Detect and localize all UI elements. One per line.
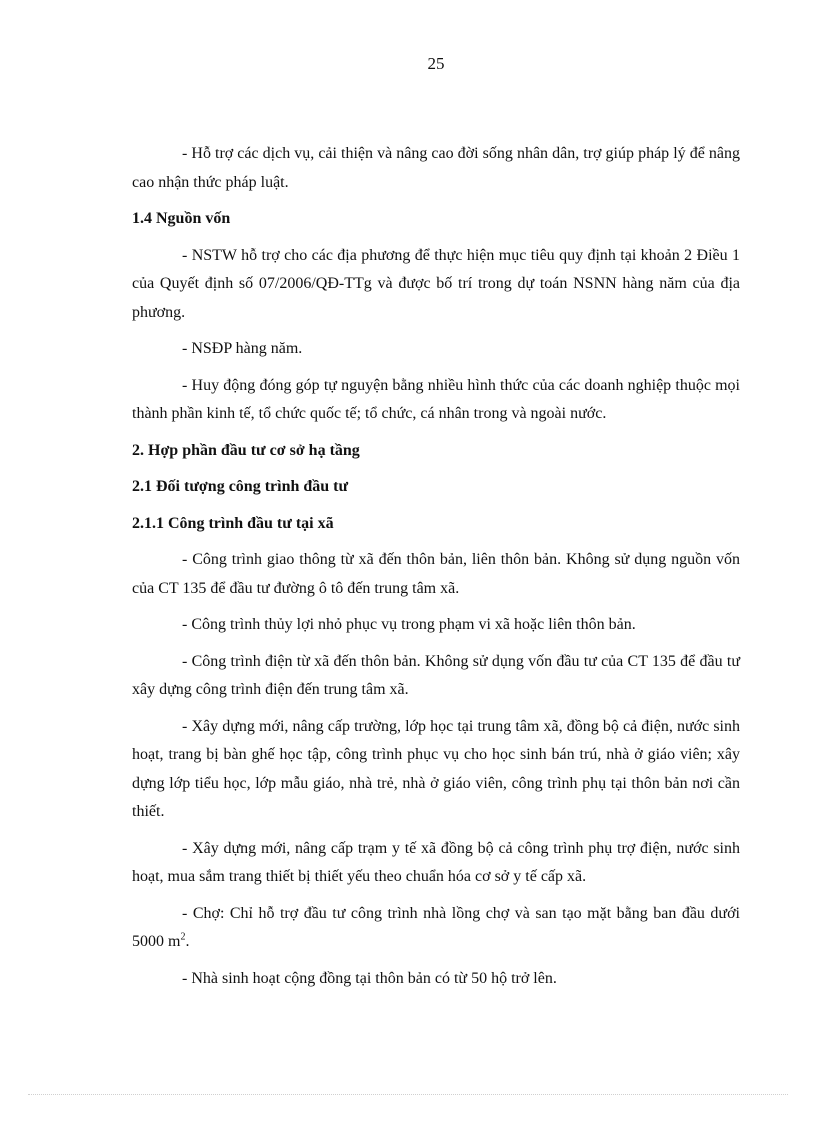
paragraph — [132, 140, 740, 197]
superscript: 2 — [180, 931, 186, 943]
paragraph-text: - NSĐP hàng năm. — [182, 340, 303, 357]
section-heading — [132, 510, 740, 539]
heading-text: 2.1 Đối tượng công trình đầu tư — [132, 478, 349, 495]
paragraph-text: - Xây dựng mới, nâng cấp trường, lớp học tại trung tâm xã, đồng bộ cả điện, nước sinh hoạt, trang bị bàn ghế học tập, công trình phục vụ cho học sinh bán trú, nhà ở giáo viên; xây dựng lớp tiểu học, lớp mẫu giáo, nhà trẻ, nhà ở giáo viên, công trình phụ tại thôn bản nơi cần thiết. — [132, 717, 740, 820]
heading-text: 2.1.1 Công trình đầu tư tại xã — [132, 514, 334, 532]
paragraph — [132, 648, 740, 705]
paragraph — [132, 835, 740, 892]
paragraph — [132, 611, 740, 640]
paragraph-text: - Huy động đóng góp tự nguyện bằng nhiều hình thức của các doanh nghiệp thuộc mọi thành phần kinh tế, tổ chức quốc tế; tổ chức, cá nhân trong và ngoài nước. — [132, 376, 740, 422]
section-heading — [132, 205, 740, 234]
heading-text: 1.4 Nguồn vốn — [132, 210, 231, 227]
paragraph — [132, 900, 740, 957]
paragraph-text: - Chợ: Chỉ hỗ trợ đầu tư công trình nhà lồng chợ và san tạo mặt bằng ban đầu dưới 5000 m — [132, 904, 740, 950]
paragraph-text: - Công trình giao thông từ xã đến thôn bản, liên thôn bản. Không sử dụng nguồn vốn của CT 135 để đầu tư đường ô tô đến trung tâm xã. — [132, 551, 740, 597]
section-heading — [132, 437, 740, 466]
paragraph — [132, 546, 740, 603]
paragraph — [132, 242, 740, 328]
paragraph — [132, 965, 740, 994]
paragraph-text: - Xây dựng mới, nâng cấp trạm y tế xã đồng bộ cả công trình phụ trợ điện, nước sinh hoạt, mua sắm trang thiết bị thiết yếu theo chuẩn hóa cơ sở y tế cấp xã. — [132, 839, 740, 885]
paragraph-text: - Công trình thủy lợi nhỏ phục vụ trong phạm vi xã hoặc liên thôn bản. — [182, 616, 636, 633]
paragraph — [132, 335, 740, 364]
paragraph-suffix: . — [185, 933, 190, 950]
heading-text: 2. Hợp phần đầu tư cơ sở hạ tầng — [132, 441, 360, 459]
paragraph-text: - Nhà sinh hoạt cộng đồng tại thôn bản có từ 50 hộ trở lên. — [182, 969, 557, 987]
page-number: 25 — [427, 54, 445, 73]
document-body — [132, 140, 740, 1001]
footer-divider — [28, 1094, 788, 1095]
paragraph-text: - Công trình điện từ xã đến thôn bản. Không sử dụng vốn đầu tư của CT 135 để đầu tư xây dựng công trình điện đến trung tâm xã. — [132, 652, 740, 698]
paragraph-text: - Hỗ trợ các dịch vụ, cải thiện và nâng cao đời sống nhân dân, trợ giúp pháp lý để nâng cao nhận thức pháp luật. — [132, 145, 740, 191]
paragraph — [132, 713, 740, 827]
paragraph-text: - NSTW hỗ trợ cho các địa phương để thực hiện mục tiêu quy định tại khoản 2 Điều 1 của Quyết định số 07/2006/QĐ-TTg và được bố trí trong dự toán NSNN hàng năm của địa phương. — [132, 246, 740, 321]
section-heading — [132, 473, 740, 502]
paragraph — [132, 372, 740, 429]
